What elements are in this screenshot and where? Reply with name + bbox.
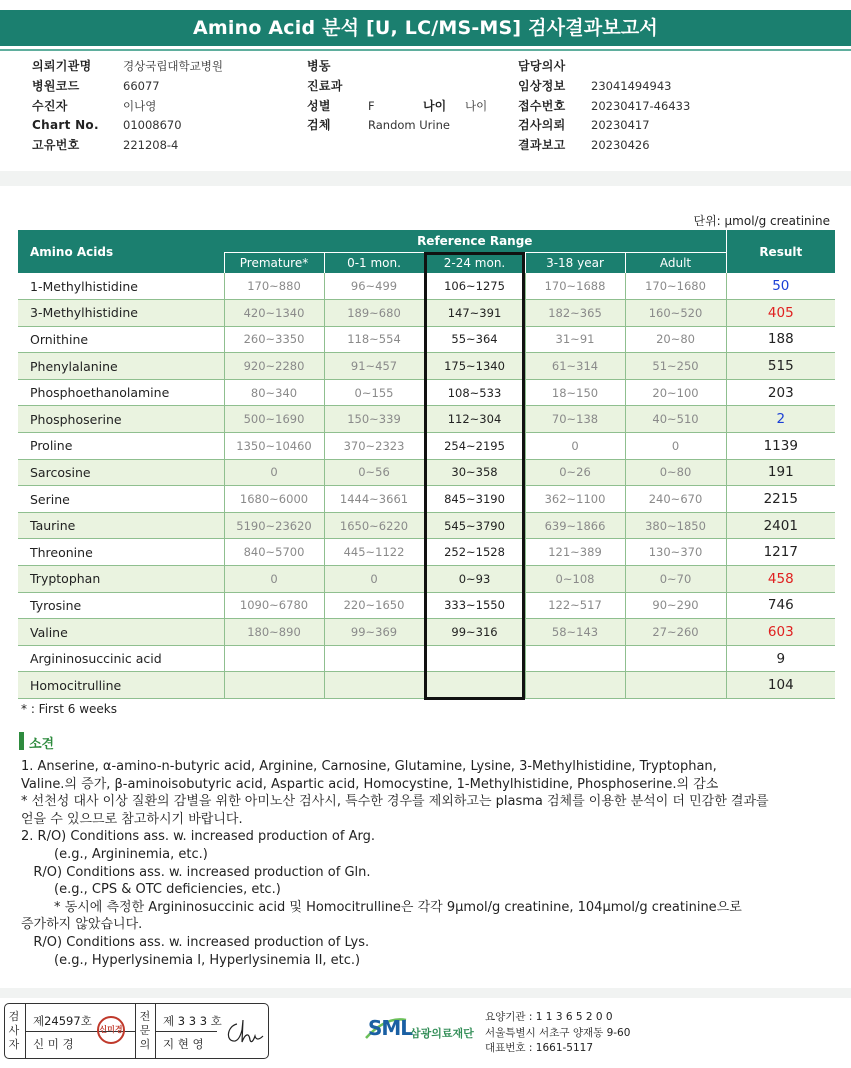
table-row	[18, 645, 835, 672]
amino-acid-name: Tryptophan	[18, 566, 224, 593]
info-label: 접수번호	[518, 98, 566, 113]
info-value: 20230417	[591, 118, 650, 133]
table-row	[18, 459, 835, 486]
reference-range-cell: 639~1866	[525, 512, 625, 539]
patient-info-right	[518, 57, 838, 156]
amino-acid-name: 3-Methylhistidine	[18, 300, 224, 327]
table-body	[18, 273, 835, 699]
amino-acid-name: Threonine	[18, 539, 224, 566]
info-value: 01008670	[123, 118, 182, 133]
info-value: 20230426	[591, 138, 650, 153]
patient-info-left	[32, 57, 282, 156]
reference-range-cell: 840~5700	[224, 539, 324, 566]
reference-range-cell: 99~369	[324, 619, 424, 646]
footer-divider	[0, 988, 851, 998]
table-row	[18, 326, 835, 353]
tester-name: 신 미 경	[33, 1037, 74, 1051]
reference-range-cell: 175~1340	[424, 353, 525, 380]
reference-range-cell: 0~56	[324, 459, 424, 486]
info-row-specimen	[307, 116, 507, 136]
findings-line: R/O) Conditions ass. w. increased production of Lys.	[21, 934, 370, 950]
info-label: 고유번호	[32, 138, 80, 153]
info-value: 66077	[123, 78, 160, 93]
reference-range-cell: 51~250	[625, 353, 726, 380]
info-label: 병동	[307, 59, 331, 73]
reference-range-cell	[324, 645, 424, 672]
reference-range-cell: 182~365	[525, 300, 625, 327]
result-value: 1217	[726, 539, 835, 566]
info-row-receipt-no	[518, 97, 838, 117]
sml-logo: SML	[368, 1016, 413, 1040]
header-adult: Adult	[625, 252, 726, 273]
report-title: Amino Acid 분석 [U, LC/MS-MS] 검사결과보고서	[192, 17, 658, 39]
info-label: 의뢰기관명	[32, 59, 92, 73]
amino-acid-name: Taurine	[18, 512, 224, 539]
amino-acid-name: Serine	[18, 486, 224, 513]
footnote: * : First 6 weeks	[21, 702, 117, 716]
reference-range-cell: 91~457	[324, 353, 424, 380]
info-row-unique-no	[32, 136, 282, 156]
result-value: 405	[726, 300, 835, 327]
reference-range-cell: 70~138	[525, 406, 625, 433]
result-value: 2	[726, 406, 835, 433]
amino-acid-name: 1-Methylhistidine	[18, 273, 224, 300]
info-value: 경상국립대학교병원	[123, 59, 223, 73]
reference-range-cell: 31~91	[525, 326, 625, 353]
reference-range-cell: 1090~6780	[224, 592, 324, 619]
result-value: 603	[726, 619, 835, 646]
result-value: 191	[726, 459, 835, 486]
reference-range-cell: 445~1122	[324, 539, 424, 566]
findings-line: 2. R/O) Conditions ass. w. increased production of Arg.	[21, 829, 375, 845]
info-label: 결과보고	[518, 138, 566, 153]
amino-acid-name: Argininosuccinic acid	[18, 645, 224, 672]
header-reference-range: Reference Range	[224, 230, 726, 252]
result-value: 2215	[726, 486, 835, 513]
info-row-ward	[307, 57, 507, 77]
table-row	[18, 592, 835, 619]
reference-range-cell: 0	[324, 566, 424, 593]
tester-number: 제24597호	[33, 1014, 92, 1028]
table-row	[18, 433, 835, 460]
specialist-number: 제 3 3 3 호	[163, 1014, 222, 1028]
result-value: 2401	[726, 512, 835, 539]
report-title-bar	[0, 10, 851, 46]
reference-range-cell: 106~1275	[424, 273, 525, 300]
section-divider	[0, 171, 851, 186]
organization-info	[485, 1010, 630, 1057]
reference-range-cell	[525, 645, 625, 672]
reference-range-cell: 121~389	[525, 539, 625, 566]
reference-range-cell: 500~1690	[224, 406, 324, 433]
header-result: Result	[726, 230, 835, 273]
header-0-1-mon: 0-1 mon.	[324, 252, 424, 273]
reference-range-cell	[324, 672, 424, 699]
findings-line: 1. Anserine, α-amino-n-butyric acid, Arginine, Carnosine, Glutamine, Lysine, 3-Methylhistidine, Tryptophan,	[21, 759, 717, 774]
findings-line: 증가하지 않았습니다.	[21, 917, 143, 933]
result-value: 458	[726, 566, 835, 593]
info-row-department	[307, 77, 507, 97]
info-label: 검체	[307, 118, 331, 133]
reference-range-cell: 108~533	[424, 379, 525, 406]
table-row	[18, 273, 835, 300]
reference-range-cell: 18~150	[525, 379, 625, 406]
reference-range-cell: 0~70	[625, 566, 726, 593]
reference-range-cell: 170~1688	[525, 273, 625, 300]
reference-range-cell: 1680~6000	[224, 486, 324, 513]
reference-range-cell: 189~680	[324, 300, 424, 327]
reference-range-cell: 0~155	[324, 379, 424, 406]
table-row	[18, 566, 835, 593]
info-row-clinical-info	[518, 77, 838, 97]
specialist-label: 전문의	[139, 1010, 151, 1051]
reference-range-cell	[424, 672, 525, 699]
org-info-line: 요양기관 : 1 1 3 6 5 2 0 0	[485, 1011, 613, 1023]
info-label: 담당의사	[518, 59, 566, 73]
info-label: 진료과	[307, 78, 343, 93]
header-amino-acids: Amino Acids	[18, 230, 224, 273]
reference-range-cell: 150~339	[324, 406, 424, 433]
amino-acid-table	[18, 230, 835, 699]
reference-range-cell	[625, 672, 726, 699]
info-value: 이나영	[123, 98, 157, 113]
unit-label: 단위: μmol/g creatinine	[693, 214, 830, 228]
reference-range-cell	[525, 672, 625, 699]
tester-label: 검사자	[8, 1010, 20, 1051]
org-info-line: 서울특별시 서초구 양재동 9-60	[485, 1026, 631, 1039]
info-value: 221208-4	[123, 138, 179, 153]
info-row-report-date	[518, 136, 838, 156]
table-row	[18, 353, 835, 380]
info-label: 성별	[307, 98, 331, 113]
info-value: F	[368, 98, 375, 113]
amino-acid-name: Phenylalanine	[18, 353, 224, 380]
table-row	[18, 619, 835, 646]
reference-range-cell: 0	[224, 459, 324, 486]
amino-acid-name: Ornithine	[18, 326, 224, 353]
reference-range-cell: 362~1100	[525, 486, 625, 513]
reference-range-cell: 30~358	[424, 459, 525, 486]
reference-range-cell: 99~316	[424, 619, 525, 646]
reference-range-cell: 1650~6220	[324, 512, 424, 539]
tester-stamp: 신미경	[97, 1016, 125, 1044]
info-row-chart-no	[32, 116, 282, 136]
table-row	[18, 539, 835, 566]
reference-range-cell: 147~391	[424, 300, 525, 327]
reference-range-cell: 160~520	[625, 300, 726, 327]
reference-range-cell: 252~1528	[424, 539, 525, 566]
reference-range-cell: 0	[224, 566, 324, 593]
findings-line: Valine.의 증가, β-aminoisobutyric acid, Aspartic acid, Homocystine, 1-Methylhistidine, Phosphoserine.의 감소	[21, 776, 719, 792]
reference-range-cell: 130~370	[625, 539, 726, 566]
result-value: 746	[726, 592, 835, 619]
result-value: 1139	[726, 433, 835, 460]
reference-range-cell: 180~890	[224, 619, 324, 646]
reference-range-cell: 0~80	[625, 459, 726, 486]
info-label: 임상정보	[518, 78, 566, 93]
reference-range-cell: 96~499	[324, 273, 424, 300]
amino-acid-name: Homocitrulline	[18, 672, 224, 699]
findings-line: 얻을 수 있으므로 참고하시기 바랍니다.	[21, 811, 243, 827]
title-underline	[0, 49, 851, 51]
reference-range-cell: 90~290	[625, 592, 726, 619]
findings-marker	[19, 732, 24, 750]
reference-range-cell: 333~1550	[424, 592, 525, 619]
patient-info-middle	[307, 57, 507, 136]
reference-range-cell: 170~880	[224, 273, 324, 300]
reference-range-cell: 122~517	[525, 592, 625, 619]
reference-range-cell: 80~340	[224, 379, 324, 406]
reference-range-cell: 0~26	[525, 459, 625, 486]
info-value: 나이	[465, 98, 488, 113]
reference-range-cell: 20~100	[625, 379, 726, 406]
findings-text	[21, 758, 821, 969]
findings-line: * 선천성 대사 이상 질환의 감별을 위한 아미노산 검사시, 특수한 경우를 제외하고는 plasma 검체를 이용한 분석이 더 민감한 결과를	[21, 794, 769, 810]
info-label: 검사의뢰	[518, 118, 566, 133]
findings-title: 소견	[29, 737, 55, 752]
header-premature: Premature*	[224, 252, 324, 273]
reference-range-cell: 1350~10460	[224, 433, 324, 460]
reference-range-cell: 420~1340	[224, 300, 324, 327]
reference-range-cell: 5190~23620	[224, 512, 324, 539]
table-row	[18, 672, 835, 699]
organization-name: 삼광의료재단	[410, 1027, 474, 1040]
table-row	[18, 300, 835, 327]
reference-range-cell: 0~93	[424, 566, 525, 593]
result-value: 9	[726, 645, 835, 672]
reference-range-cell: 380~1850	[625, 512, 726, 539]
amino-acid-name: Sarcosine	[18, 459, 224, 486]
info-row-institution	[32, 57, 282, 77]
reference-range-cell: 370~2323	[324, 433, 424, 460]
info-row-request-date	[518, 116, 838, 136]
info-label: Chart No.	[32, 118, 99, 133]
table-row	[18, 512, 835, 539]
info-row-doctor	[518, 57, 838, 77]
result-value: 188	[726, 326, 835, 353]
signature-box	[4, 1003, 269, 1059]
reference-range-cell: 55~364	[424, 326, 525, 353]
reference-range-cell: 240~670	[625, 486, 726, 513]
header-2-24-mon: 2-24 mon.	[424, 252, 525, 273]
amino-acid-name: Proline	[18, 433, 224, 460]
reference-range-cell	[224, 672, 324, 699]
amino-acid-name: Tyrosine	[18, 592, 224, 619]
reference-range-cell: 170~1680	[625, 273, 726, 300]
amino-acid-name: Phosphoserine	[18, 406, 224, 433]
reference-range-cell	[224, 645, 324, 672]
result-value: 515	[726, 353, 835, 380]
specialist-name: 지 현 영	[163, 1037, 204, 1051]
sig-hdivider	[155, 1031, 217, 1032]
result-value: 203	[726, 379, 835, 406]
reference-range-cell	[625, 645, 726, 672]
reference-range-cell: 27~260	[625, 619, 726, 646]
amino-acid-name: Phosphoethanolamine	[18, 379, 224, 406]
reference-range-cell	[424, 645, 525, 672]
reference-range-cell: 920~2280	[224, 353, 324, 380]
info-label: 수진자	[32, 98, 68, 113]
reference-range-cell: 1444~3661	[324, 486, 424, 513]
findings-line: (e.g., Argininemia, etc.)	[21, 846, 208, 862]
header-3-18-year: 3-18 year	[525, 252, 625, 273]
reference-range-cell: 254~2195	[424, 433, 525, 460]
reference-range-cell: 61~314	[525, 353, 625, 380]
info-label: 나이	[423, 98, 447, 113]
findings-line: (e.g., Hyperlysinemia I, Hyperlysinemia II, etc.)	[21, 952, 361, 968]
reference-range-cell: 220~1650	[324, 592, 424, 619]
info-row-sex-age	[307, 97, 507, 117]
info-row-hospital-code	[32, 77, 282, 97]
result-value: 50	[726, 273, 835, 300]
reference-range-cell: 845~3190	[424, 486, 525, 513]
findings-line: * 동시에 측정한 Argininosuccinic acid 및 Homocitrulline은 각각 9μmol/g creatinine, 104μmol/g creatinine으로	[21, 899, 742, 915]
reference-range-cell: 0	[525, 433, 625, 460]
reference-range-cell: 0	[625, 433, 726, 460]
reference-range-cell: 545~3790	[424, 512, 525, 539]
table-row	[18, 379, 835, 406]
sig-divider	[135, 1004, 136, 1058]
org-info-line: 대표번호 : 1661-5117	[485, 1042, 594, 1054]
specialist-signature-icon	[223, 1016, 265, 1048]
reference-range-cell: 20~80	[625, 326, 726, 353]
result-value: 104	[726, 672, 835, 699]
reference-range-cell: 40~510	[625, 406, 726, 433]
findings-line: R/O) Conditions ass. w. increased production of Gln.	[21, 864, 371, 880]
amino-acid-name: Valine	[18, 619, 224, 646]
info-value: 20230417-46433	[591, 98, 691, 113]
info-row-patient	[32, 97, 282, 117]
info-value: Random Urine	[368, 118, 450, 133]
info-label: 병원코드	[32, 78, 80, 93]
table-row	[18, 406, 835, 433]
reference-range-cell: 58~143	[525, 619, 625, 646]
reference-range-cell: 0~108	[525, 566, 625, 593]
reference-range-cell: 260~3350	[224, 326, 324, 353]
reference-range-cell: 118~554	[324, 326, 424, 353]
table-row	[18, 486, 835, 513]
reference-range-cell: 112~304	[424, 406, 525, 433]
info-value: 23041494943	[591, 78, 672, 93]
findings-line: (e.g., CPS & OTC deficiencies, etc.)	[21, 882, 281, 898]
